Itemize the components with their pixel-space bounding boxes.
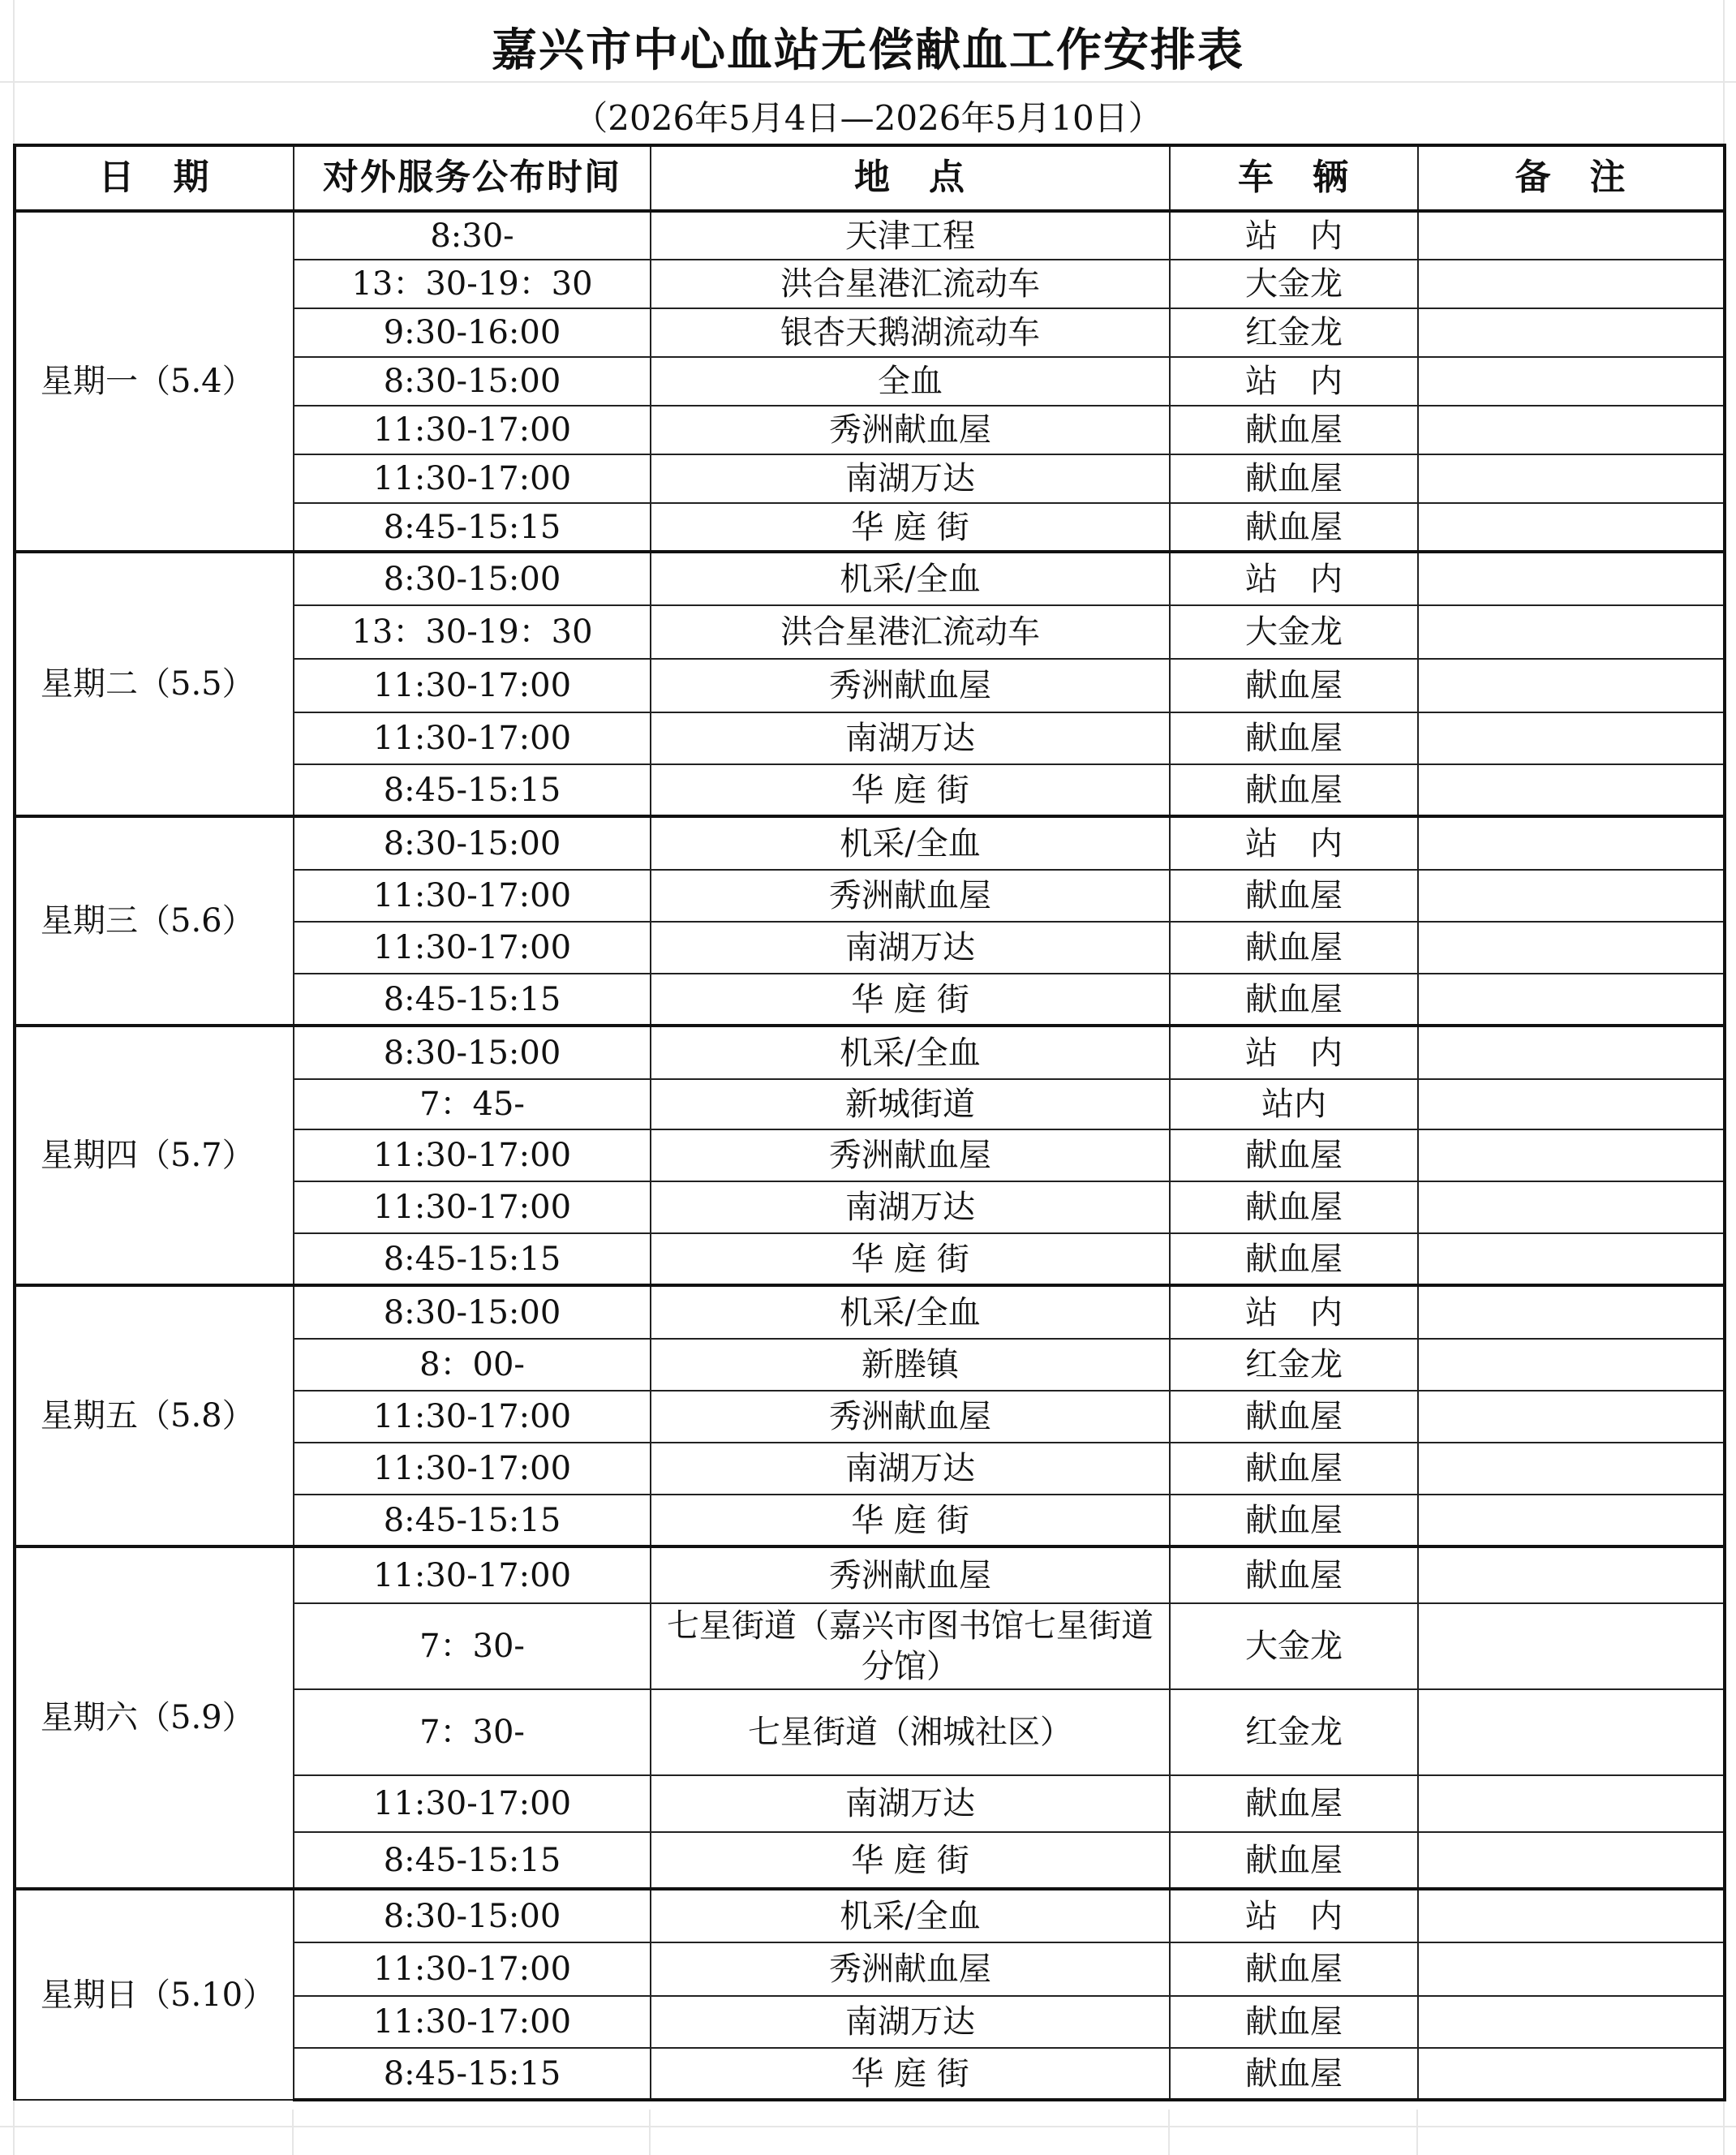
- header-vehicle: 车 辆: [1170, 145, 1418, 211]
- table-row: [15, 552, 1725, 605]
- vehicle-cell-text: 献血屋: [1245, 1556, 1343, 1594]
- day-date-cell: 星期四（5.7）: [15, 1026, 294, 1285]
- location-cell: [651, 659, 1170, 712]
- vehicle-cell-text: 献血屋: [1245, 1841, 1343, 1879]
- table-row: [15, 1026, 1725, 1079]
- vehicle-cell: [1170, 1443, 1418, 1495]
- service-time-cell: [294, 503, 651, 552]
- vehicle-cell: [1170, 1546, 1418, 1603]
- location-cell-text: 七星街道（嘉兴市图书馆七星街道分馆）: [667, 1607, 1154, 1685]
- vehicle-cell: [1170, 1129, 1418, 1181]
- service-time-cell-text: 11:30-17:00: [372, 929, 572, 966]
- notes-cell: [1418, 406, 1725, 454]
- day-date-cell: 星期二（5.5）: [15, 552, 294, 816]
- notes-cell: [1418, 974, 1725, 1026]
- location-cell-text: 秀洲献血屋: [829, 1556, 991, 1594]
- vehicle-cell-text: 献血屋: [1245, 2003, 1343, 2041]
- location-cell-text: 秀洲献血屋: [829, 1951, 991, 1988]
- vehicle-cell-text: 献血屋: [1245, 1398, 1343, 1435]
- table-row: [15, 816, 1725, 870]
- location-cell: [651, 870, 1170, 922]
- notes-cell: [1418, 1026, 1725, 1079]
- vehicle-cell-text: 献血屋: [1245, 411, 1343, 449]
- service-time-cell: [294, 308, 651, 357]
- vehicle-cell: [1170, 2048, 1418, 2100]
- vehicle-cell: [1170, 712, 1418, 764]
- service-time-cell: [294, 659, 651, 712]
- table-row: [15, 211, 1725, 260]
- vehicle-cell-text: 大金龙: [1245, 265, 1343, 303]
- location-cell: [651, 1775, 1170, 1832]
- notes-cell: [1418, 764, 1725, 816]
- header-service-time: 对外服务公布时间: [294, 145, 651, 211]
- service-time-cell-text: 8:30-15:00: [383, 1034, 561, 1072]
- vehicle-cell-text: 献血屋: [1245, 1137, 1343, 1174]
- vehicle-cell-text: 大金龙: [1245, 613, 1343, 651]
- service-time-cell-text: 11:30-17:00: [372, 2003, 572, 2041]
- vehicle-cell-text: 站 内: [1245, 1293, 1343, 1331]
- location-cell: [651, 406, 1170, 454]
- header-date: 日 期: [15, 145, 294, 211]
- vehicle-cell: [1170, 308, 1418, 357]
- vehicle-cell-text: 红金龙: [1245, 314, 1343, 351]
- location-cell: [651, 454, 1170, 503]
- schedule-body: [15, 211, 1725, 2100]
- notes-cell: [1418, 1889, 1725, 1942]
- service-time-cell: [294, 1942, 651, 1996]
- location-cell: [651, 1832, 1170, 1889]
- vehicle-cell: [1170, 816, 1418, 870]
- vehicle-cell: [1170, 1233, 1418, 1285]
- service-time-cell-text: 8:30-15:00: [383, 363, 561, 400]
- location-cell-text: 华 庭 街: [851, 2054, 969, 2093]
- location-cell: [651, 357, 1170, 406]
- location-cell-text: 全血: [878, 363, 943, 400]
- vehicle-cell: [1170, 1996, 1418, 2048]
- service-time-cell: [294, 1026, 651, 1079]
- grid-line: [0, 81, 1736, 83]
- grid-line: [1416, 2110, 1418, 2155]
- service-time-cell-text: 9:30-16:00: [383, 314, 561, 351]
- service-time-cell-text: 7：45-: [419, 1086, 525, 1123]
- location-cell: [651, 1339, 1170, 1391]
- location-cell: [651, 1181, 1170, 1233]
- service-time-cell: [294, 1339, 651, 1391]
- location-cell: [651, 712, 1170, 764]
- notes-cell: [1418, 211, 1725, 260]
- table-header-row: [15, 145, 1725, 211]
- vehicle-cell: [1170, 1689, 1418, 1775]
- location-cell-text: 南湖万达: [845, 460, 975, 497]
- service-time-cell-text: 11:30-17:00: [372, 667, 572, 704]
- service-time-cell-text: 13：30-19：30: [351, 613, 593, 651]
- notes-cell: [1418, 1996, 1725, 2048]
- notes-cell: [1418, 1233, 1725, 1285]
- service-time-cell-text: 13：30-19：30: [351, 265, 593, 303]
- location-cell: [651, 1546, 1170, 1603]
- vehicle-cell-text: 献血屋: [1245, 1501, 1343, 1539]
- vehicle-cell-text: 献血屋: [1245, 877, 1343, 914]
- vehicle-cell-text: 站 内: [1245, 1897, 1343, 1935]
- service-time-cell-text: 8:30-15:00: [383, 1293, 561, 1331]
- service-time-cell: [294, 260, 651, 308]
- location-cell: [651, 1603, 1170, 1689]
- notes-cell: [1418, 1181, 1725, 1233]
- vehicle-cell-text: 献血屋: [1245, 1240, 1343, 1278]
- vehicle-cell: [1170, 1181, 1418, 1233]
- location-cell: [651, 2048, 1170, 2100]
- service-time-cell: [294, 712, 651, 764]
- notes-cell: [1418, 816, 1725, 870]
- service-time-cell: [294, 1546, 651, 1603]
- service-time-cell: [294, 406, 651, 454]
- notes-cell: [1418, 503, 1725, 552]
- day-date-cell: 星期一（5.4）: [15, 211, 294, 552]
- vehicle-cell: [1170, 406, 1418, 454]
- location-cell: [651, 764, 1170, 816]
- service-time-cell-text: 11:30-17:00: [372, 1785, 572, 1822]
- service-time-cell-text: 8:45-15:15: [383, 980, 561, 1018]
- service-time-cell: [294, 1129, 651, 1181]
- location-cell: [651, 308, 1170, 357]
- location-cell-text: 新塍镇: [862, 1346, 959, 1383]
- location-cell-text: 秀洲献血屋: [829, 1137, 991, 1174]
- vehicle-cell-text: 献血屋: [1245, 1785, 1343, 1822]
- location-cell-text: 南湖万达: [845, 720, 975, 757]
- vehicle-cell-text: 站内: [1261, 1086, 1326, 1123]
- notes-cell: [1418, 1443, 1725, 1495]
- location-cell-text: 华 庭 街: [851, 980, 969, 1018]
- location-cell-text: 秀洲献血屋: [829, 667, 991, 704]
- vehicle-cell: [1170, 1775, 1418, 1832]
- service-time-cell-text: 8:45-15:15: [383, 771, 561, 809]
- location-cell-text: 机采/全血: [840, 1293, 981, 1331]
- vehicle-cell: [1170, 1079, 1418, 1129]
- service-time-cell-text: 11:30-17:00: [372, 1951, 572, 1988]
- vehicle-cell-text: 献血屋: [1245, 1189, 1343, 1226]
- notes-cell: [1418, 1339, 1725, 1391]
- location-cell-text: 机采/全血: [840, 1034, 981, 1072]
- location-cell: [651, 1129, 1170, 1181]
- vehicle-cell: [1170, 1832, 1418, 1889]
- service-time-cell: [294, 870, 651, 922]
- service-time-cell: [294, 1391, 651, 1443]
- location-cell: [651, 1285, 1170, 1339]
- vehicle-cell-text: 献血屋: [1245, 929, 1343, 966]
- location-cell: [651, 974, 1170, 1026]
- vehicle-cell: [1170, 1495, 1418, 1546]
- location-cell-text: 机采/全血: [840, 824, 981, 862]
- service-time-cell-text: 11:30-17:00: [372, 1450, 572, 1487]
- notes-cell: [1418, 552, 1725, 605]
- notes-cell: [1418, 1495, 1725, 1546]
- vehicle-cell: [1170, 605, 1418, 659]
- service-time-cell-text: 11:30-17:00: [372, 720, 572, 757]
- vehicle-cell-text: 红金龙: [1245, 1346, 1343, 1383]
- notes-cell: [1418, 308, 1725, 357]
- service-time-cell: [294, 1889, 651, 1942]
- vehicle-cell-text: 献血屋: [1245, 980, 1343, 1018]
- service-time-cell-text: 8:45-15:15: [383, 1240, 561, 1278]
- service-time-cell: [294, 1181, 651, 1233]
- location-cell-text: 华 庭 街: [851, 1841, 969, 1879]
- service-time-cell-text: 8:45-15:15: [383, 508, 561, 546]
- location-cell: [651, 1942, 1170, 1996]
- notes-cell: [1418, 357, 1725, 406]
- location-cell: [651, 1391, 1170, 1443]
- notes-cell: [1418, 712, 1725, 764]
- location-cell-text: 南湖万达: [845, 1189, 975, 1226]
- vehicle-cell-text: 献血屋: [1245, 667, 1343, 704]
- notes-cell: [1418, 1391, 1725, 1443]
- location-cell-text: 南湖万达: [845, 929, 975, 966]
- vehicle-cell: [1170, 260, 1418, 308]
- location-cell: [651, 1026, 1170, 1079]
- location-cell-text: 七星街道（湘城社区）: [748, 1714, 1072, 1751]
- location-cell-text: 华 庭 街: [851, 771, 969, 809]
- vehicle-cell-text: 红金龙: [1245, 1714, 1343, 1751]
- location-cell: [651, 922, 1170, 974]
- header-location: 地 点: [651, 145, 1170, 211]
- location-cell-text: 机采/全血: [840, 1897, 981, 1935]
- vehicle-cell: [1170, 1942, 1418, 1996]
- location-cell-text: 南湖万达: [845, 1450, 975, 1487]
- notes-cell: [1418, 1832, 1725, 1889]
- notes-cell: [1418, 260, 1725, 308]
- vehicle-cell: [1170, 764, 1418, 816]
- location-cell: [651, 1495, 1170, 1546]
- location-cell: [651, 1889, 1170, 1942]
- vehicle-cell-text: 大金龙: [1245, 1628, 1343, 1665]
- table-row: [15, 1889, 1725, 1942]
- notes-cell: [1418, 1285, 1725, 1339]
- service-time-cell: [294, 1603, 651, 1689]
- vehicle-cell: [1170, 974, 1418, 1026]
- service-time-cell-text: 11:30-17:00: [372, 1556, 572, 1594]
- vehicle-cell: [1170, 211, 1418, 260]
- service-time-cell: [294, 1079, 651, 1129]
- vehicle-cell-text: 站 内: [1245, 363, 1343, 400]
- vehicle-cell: [1170, 503, 1418, 552]
- vehicle-cell: [1170, 1603, 1418, 1689]
- grid-line: [292, 2110, 294, 2155]
- service-time-cell-text: 11:30-17:00: [372, 877, 572, 914]
- service-time-cell: [294, 357, 651, 406]
- location-cell-text: 洪合星港汇流动车: [780, 613, 1040, 651]
- service-time-cell: [294, 1495, 651, 1546]
- table-row: [15, 1285, 1725, 1339]
- service-time-cell: [294, 605, 651, 659]
- vehicle-cell-text: 站 内: [1245, 217, 1343, 255]
- service-time-cell: [294, 552, 651, 605]
- day-date-cell: 星期六（5.9）: [15, 1546, 294, 1889]
- notes-cell: [1418, 1079, 1725, 1129]
- service-time-cell: [294, 764, 651, 816]
- location-cell-text: 华 庭 街: [851, 1501, 969, 1539]
- location-cell: [651, 1079, 1170, 1129]
- vehicle-cell: [1170, 454, 1418, 503]
- location-cell: [651, 1443, 1170, 1495]
- service-time-cell-text: 8：00-: [419, 1346, 525, 1383]
- service-time-cell-text: 8:30-15:00: [383, 1897, 561, 1935]
- service-time-cell: [294, 2048, 651, 2100]
- location-cell-text: 新城街道: [845, 1086, 975, 1123]
- grid-line: [649, 2110, 651, 2155]
- location-cell: [651, 503, 1170, 552]
- location-cell: [651, 260, 1170, 308]
- service-time-cell: [294, 1775, 651, 1832]
- day-date-cell: 星期五（5.8）: [15, 1285, 294, 1546]
- notes-cell: [1418, 454, 1725, 503]
- vehicle-cell: [1170, 357, 1418, 406]
- vehicle-cell-text: 站 内: [1245, 824, 1343, 862]
- service-time-cell: [294, 454, 651, 503]
- vehicle-cell: [1170, 1391, 1418, 1443]
- location-cell-text: 南湖万达: [845, 1785, 975, 1822]
- service-time-cell: [294, 1689, 651, 1775]
- vehicle-cell-text: 献血屋: [1245, 771, 1343, 809]
- location-cell-text: 华 庭 街: [851, 1240, 969, 1278]
- vehicle-cell: [1170, 659, 1418, 712]
- vehicle-cell-text: 站 内: [1245, 1034, 1343, 1072]
- service-time-cell: [294, 816, 651, 870]
- location-cell-text: 秀洲献血屋: [829, 877, 991, 914]
- notes-cell: [1418, 1129, 1725, 1181]
- vehicle-cell-text: 献血屋: [1245, 1951, 1343, 1988]
- location-cell-text: 南湖万达: [845, 2003, 975, 2041]
- vehicle-cell: [1170, 1026, 1418, 1079]
- grid-line: [0, 2126, 1736, 2127]
- service-time-cell-text: 7：30-: [419, 1628, 525, 1665]
- location-cell-text: 银杏天鹅湖流动车: [780, 314, 1040, 351]
- service-time-cell-text: 11:30-17:00: [372, 1398, 572, 1435]
- service-time-cell-text: 7：30-: [419, 1714, 525, 1751]
- service-time-cell-text: 11:30-17:00: [372, 411, 572, 449]
- vehicle-cell-text: 献血屋: [1245, 508, 1343, 546]
- service-time-cell-text: 8:30-: [430, 217, 514, 255]
- service-time-cell-text: 8:45-15:15: [383, 1841, 561, 1879]
- vehicle-cell: [1170, 1339, 1418, 1391]
- location-cell: [651, 1996, 1170, 2048]
- vehicle-cell: [1170, 1889, 1418, 1942]
- page-title: 嘉兴市中心血站无偿献血工作安排表: [492, 24, 1244, 77]
- day-date-cell: 星期三（5.6）: [15, 816, 294, 1026]
- location-cell: [651, 605, 1170, 659]
- notes-cell: [1418, 1942, 1725, 1996]
- location-cell-text: 洪合星港汇流动车: [780, 265, 1040, 303]
- service-time-cell-text: 11:30-17:00: [372, 1189, 572, 1226]
- vehicle-cell-text: 献血屋: [1245, 720, 1343, 757]
- service-time-cell-text: 11:30-17:00: [372, 1137, 572, 1174]
- service-time-cell: [294, 922, 651, 974]
- location-cell: [651, 211, 1170, 260]
- header-notes: 备 注: [1418, 145, 1725, 211]
- grid-line: [1168, 2110, 1170, 2155]
- vehicle-cell-text: 献血屋: [1245, 460, 1343, 497]
- notes-cell: [1418, 1546, 1725, 1603]
- date-range-subtitle: （2026年5月4日—2026年5月10日）: [574, 98, 1162, 138]
- service-time-cell: [294, 1996, 651, 2048]
- vehicle-cell: [1170, 870, 1418, 922]
- location-cell-text: 天津工程: [845, 217, 975, 255]
- service-time-cell: [294, 974, 651, 1026]
- location-cell-text: 秀洲献血屋: [829, 411, 991, 449]
- service-time-cell-text: 8:30-15:00: [383, 824, 561, 862]
- service-time-cell: [294, 211, 651, 260]
- service-time-cell: [294, 1233, 651, 1285]
- vehicle-cell: [1170, 922, 1418, 974]
- service-time-cell: [294, 1285, 651, 1339]
- location-cell: [651, 1233, 1170, 1285]
- vehicle-cell-text: 站 内: [1245, 560, 1343, 598]
- location-cell-text: 华 庭 街: [851, 508, 969, 546]
- service-time-cell-text: 8:45-15:15: [383, 1501, 561, 1539]
- location-cell: [651, 1689, 1170, 1775]
- service-time-cell-text: 8:30-15:00: [383, 560, 561, 598]
- vehicle-cell-text: 献血屋: [1245, 2054, 1343, 2093]
- notes-cell: [1418, 1603, 1725, 1689]
- notes-cell: [1418, 870, 1725, 922]
- notes-cell: [1418, 605, 1725, 659]
- location-cell: [651, 816, 1170, 870]
- schedule-table: [13, 144, 1726, 2101]
- vehicle-cell: [1170, 1285, 1418, 1339]
- service-time-cell-text: 11:30-17:00: [372, 460, 572, 497]
- notes-cell: [1418, 659, 1725, 712]
- service-time-cell: [294, 1832, 651, 1889]
- notes-cell: [1418, 1689, 1725, 1775]
- vehicle-cell-text: 献血屋: [1245, 1450, 1343, 1487]
- location-cell: [651, 552, 1170, 605]
- location-cell-text: 机采/全血: [840, 560, 981, 598]
- vehicle-cell: [1170, 552, 1418, 605]
- service-time-cell: [294, 1443, 651, 1495]
- notes-cell: [1418, 1775, 1725, 1832]
- notes-cell: [1418, 922, 1725, 974]
- table-row: [15, 1546, 1725, 1603]
- day-date-cell: 星期日（5.10）: [15, 1889, 294, 2100]
- location-cell-text: 秀洲献血屋: [829, 1398, 991, 1435]
- notes-cell: [1418, 2048, 1725, 2100]
- service-time-cell-text: 8:45-15:15: [383, 2054, 561, 2093]
